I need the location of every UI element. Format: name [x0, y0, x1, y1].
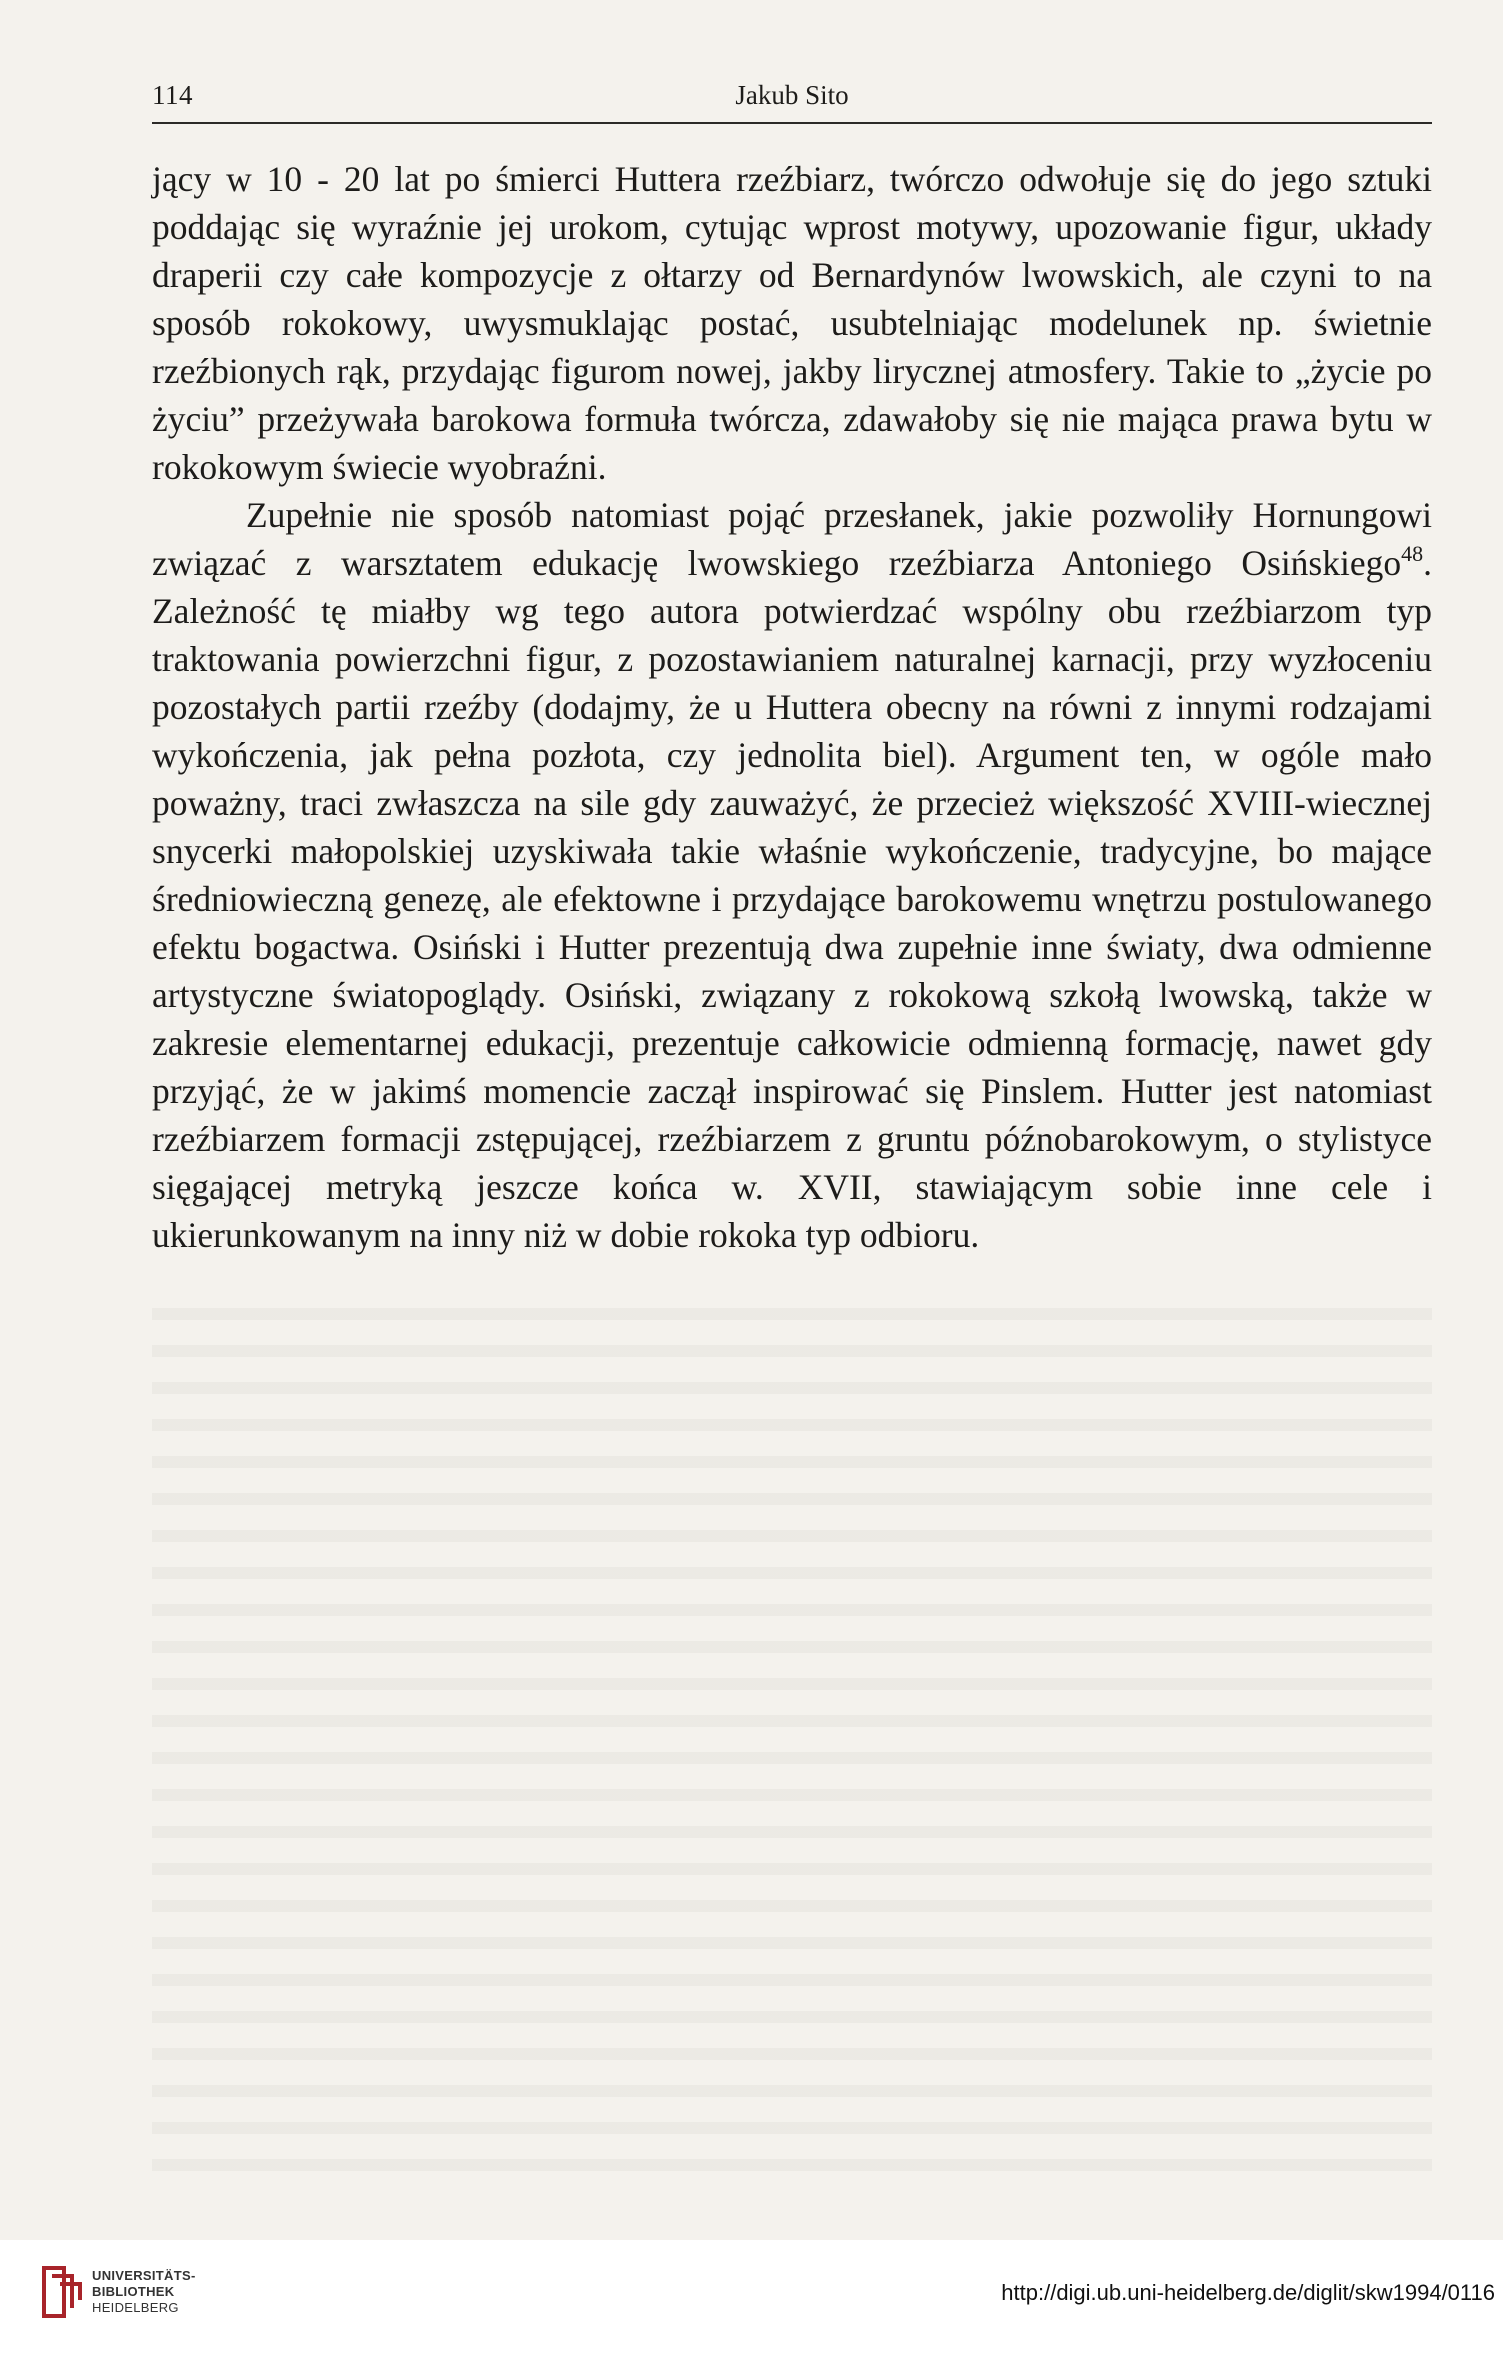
library-logo-icon	[38, 2262, 84, 2322]
body-text	[152, 155, 1432, 1259]
library-name	[92, 2268, 196, 2316]
viewer-footer	[0, 2240, 1503, 2369]
running-head: Jakub Sito	[735, 80, 849, 110]
show-through-text	[152, 1290, 1432, 2190]
paragraph-2-start: Zupełnie nie sposób natomiast pojąć przesłanek, jakie pozwoliły Hornungowi związać z warsztatem edukację lwowskiego rzeźbiarza Antoniego Osińskiego	[152, 495, 1432, 583]
source-url-link[interactable]: http://digi.ub.uni-heidelberg.de/diglit/skw1994/0116	[1001, 2280, 1495, 2305]
page-number: 114	[152, 80, 193, 110]
library-name-line-2: BIBLIOTHEK	[92, 2284, 175, 2299]
paragraph-2	[152, 491, 1432, 1259]
footnote-reference: 48	[1401, 541, 1424, 566]
paragraph-1: jący w 10 - 20 lat po śmierci Huttera rzeźbiarz, twórczo odwołuje się do jego sztuki poddając się wyraźnie jej urokom, cytując wprost motywy, upozowanie figur, układy draperii czy całe kompozycje z ołtarzy od Bernardynów lwowskich, ale czyni to na sposób rokokowy, uwysmuklając postać, usubtelniając modelunek np. świetnie rzeźbionych rąk, przydając figurom nowej, jakby lirycznej atmosfery. Takie to „życie po życiu” przeżywała barokowa formuła twórcza, zdawałoby się nie mająca prawa bytu w rokokowym świecie wyobraźni.	[152, 159, 1432, 487]
paragraph-2-rest: . Zależność tę miałby wg tego autora potwierdzać wspólny obu rzeźbiarzom typ traktowania powierzchni figur, z pozostawianiem naturalnej karnacji, przy wyzłoceniu pozostałych partii rzeźby (dodajmy, że u Huttera obecny na równi z innymi rodzajami wykończenia, jak pełna pozłota, czy jednolita biel). Argument ten, w ogóle mało poważny, traci zwłaszcza na sile gdy zauważyć, że przecież większość XVIII-wiecznej snycerki małopolskiej uzyskiwała takie właśnie wykończenie, tradycyjne, bo mające średniowieczną genezę, ale efektowne i przydające barokowemu wnętrzu postulowanego efektu bogactwa. Osiński i Hutter prezentują dwa zupełnie inne światy, dwa odmienne artystyczne światopoglądy. Osiński, związany z rokokową szkołą lwowską, także w zakresie elementarnej edukacji, prezentuje całkowicie odmienną formację, nawet gdy przyjąć, że w jakimś momencie zaczął inspirować się Pinslem. Hutter jest natomiast rzeźbiarzem formacji zstępującej, rzeźbiarzem z gruntu późnobarokowym, o stylistyce sięgającej metryką jeszcze końca w. XVII, stawiającym sobie inne cele i ukierunkowanym na inny niż w dobie rokoka typ odbioru.	[152, 543, 1432, 1255]
page-header	[152, 72, 1432, 124]
library-name-line-3: HEIDELBERG	[92, 2300, 179, 2315]
library-name-line-1: UNIVERSITÄTS-	[92, 2268, 196, 2283]
